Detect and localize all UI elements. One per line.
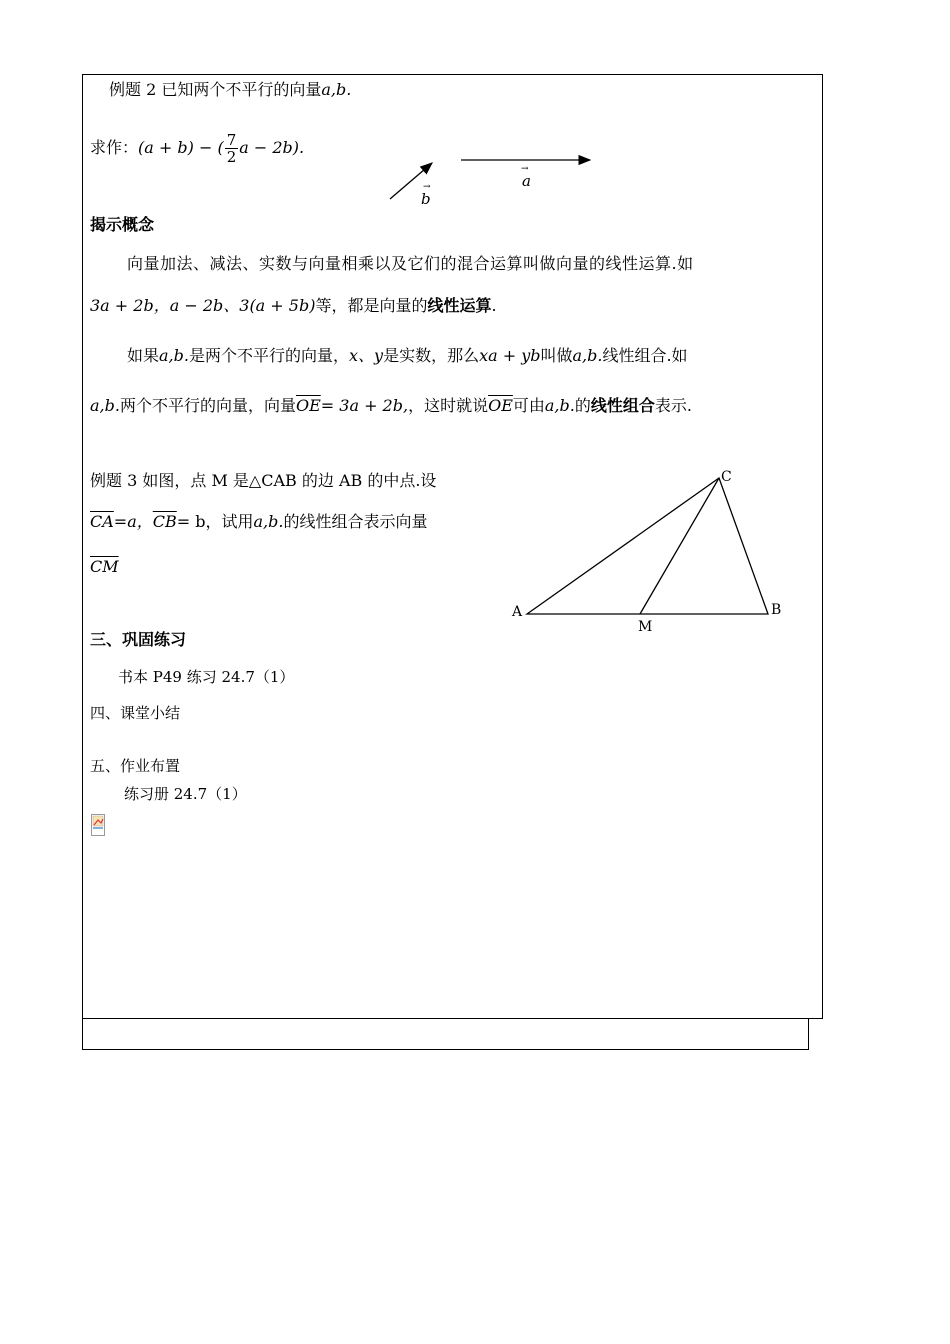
p2-text-b: 是两个不平行的向量， bbox=[188, 346, 349, 365]
task-expr-part1: (a + b) − ( bbox=[138, 138, 224, 157]
linear-op-examples: 3a + 2b，a − 2b、3(a + 5b) bbox=[90, 296, 316, 315]
p2-text-d: 叫做 bbox=[540, 346, 573, 365]
vector-ca: $\overline{CA}$ bbox=[90, 512, 114, 531]
p2-linear-combo-expr: xa + yb bbox=[479, 346, 541, 365]
term-linear-combination: 线性组合 bbox=[590, 396, 655, 415]
concept-para1-line1: 向量加法、减法、实数与向量相乘以及它们的混合运算叫做向量的线性运算.如 bbox=[127, 254, 694, 273]
broken-image-icon bbox=[91, 814, 105, 836]
triangle-cab bbox=[527, 478, 768, 614]
p2-text-a: 如果 bbox=[127, 346, 160, 365]
vector-a-label: a bbox=[522, 172, 531, 190]
example3-line2-end: 的线性组合表示向量 bbox=[283, 512, 428, 531]
example2-vectors: a,b. bbox=[321, 80, 352, 99]
vector-b-label-arrow: → bbox=[423, 182, 431, 192]
p2-text-c: 是实数，那么 bbox=[383, 346, 480, 365]
vector-a-label-arrow: → bbox=[521, 164, 529, 174]
concept-para1-end: . bbox=[491, 296, 497, 315]
cb-equals-b: = b，试用 bbox=[176, 512, 254, 531]
p2l2-vectors-ab: a,b. bbox=[90, 396, 120, 415]
ex3-vectors-ab: a,b. bbox=[253, 512, 284, 531]
section4-heading: 四、课堂小结 bbox=[90, 704, 181, 722]
p2-xy: x、y bbox=[348, 346, 384, 365]
concept-para1-text: 等，都是向量的 bbox=[315, 296, 428, 315]
section5-heading: 五、作业布置 bbox=[90, 757, 181, 775]
example3-line1: 例题 3 如图，点 M 是△CAB 的边 AB 的中点.设 bbox=[90, 471, 437, 490]
median-cm bbox=[640, 478, 719, 614]
vertex-a-label: A bbox=[512, 604, 523, 620]
frac-numerator: 7 bbox=[226, 131, 237, 149]
p2l2-text-a: 两个不平行的向量，向量 bbox=[119, 396, 296, 415]
p2l2-text-e: 表示. bbox=[654, 396, 692, 415]
task-expr-part2: a − 2b). bbox=[239, 138, 305, 157]
task-label: 求作： bbox=[90, 138, 139, 157]
ca-equals-a: =a， bbox=[113, 512, 153, 531]
p2l2-text-d: 的 bbox=[574, 396, 591, 415]
example2-title: 例题 2 已知两个不平行的向量 bbox=[109, 80, 322, 99]
p2-vectors-ab-2: a,b. bbox=[572, 346, 603, 365]
vector-cm: $\overline{CM}$ bbox=[90, 557, 119, 576]
p2l2-text-c: 可由 bbox=[512, 396, 545, 415]
frac-denominator: 2 bbox=[226, 148, 237, 166]
vector-oe-2: $\overline{OE}$ bbox=[488, 396, 513, 415]
section5-item: 练习册 24.7（1） bbox=[124, 785, 247, 803]
concept-heading: 揭示概念 bbox=[90, 215, 155, 234]
p2l2-text-b: ，这时就说 bbox=[408, 396, 489, 415]
section3-heading: 三、巩固练习 bbox=[90, 630, 187, 649]
vector-cb: $\overline{CB}$ bbox=[152, 512, 177, 531]
broken-image-glyph bbox=[92, 815, 104, 835]
p2-vectors-ab: a,b. bbox=[159, 346, 189, 365]
vertex-b-label: B bbox=[771, 602, 782, 618]
p2-text-e: 线性组合.如 bbox=[602, 346, 688, 365]
oe-equation: = 3a + 2b, bbox=[320, 396, 409, 415]
vertex-c-label: C bbox=[721, 469, 732, 485]
term-linear-operation: 线性运算 bbox=[427, 296, 492, 315]
vector-b-label: b bbox=[421, 190, 431, 208]
p2l2-vectors-ab-2: a,b. bbox=[544, 396, 575, 415]
vector-oe: $\overline{OE}$ bbox=[295, 396, 321, 415]
point-m-label: M bbox=[638, 619, 653, 635]
section3-item: 书本 P49 练习 24.7（1） bbox=[118, 668, 295, 686]
